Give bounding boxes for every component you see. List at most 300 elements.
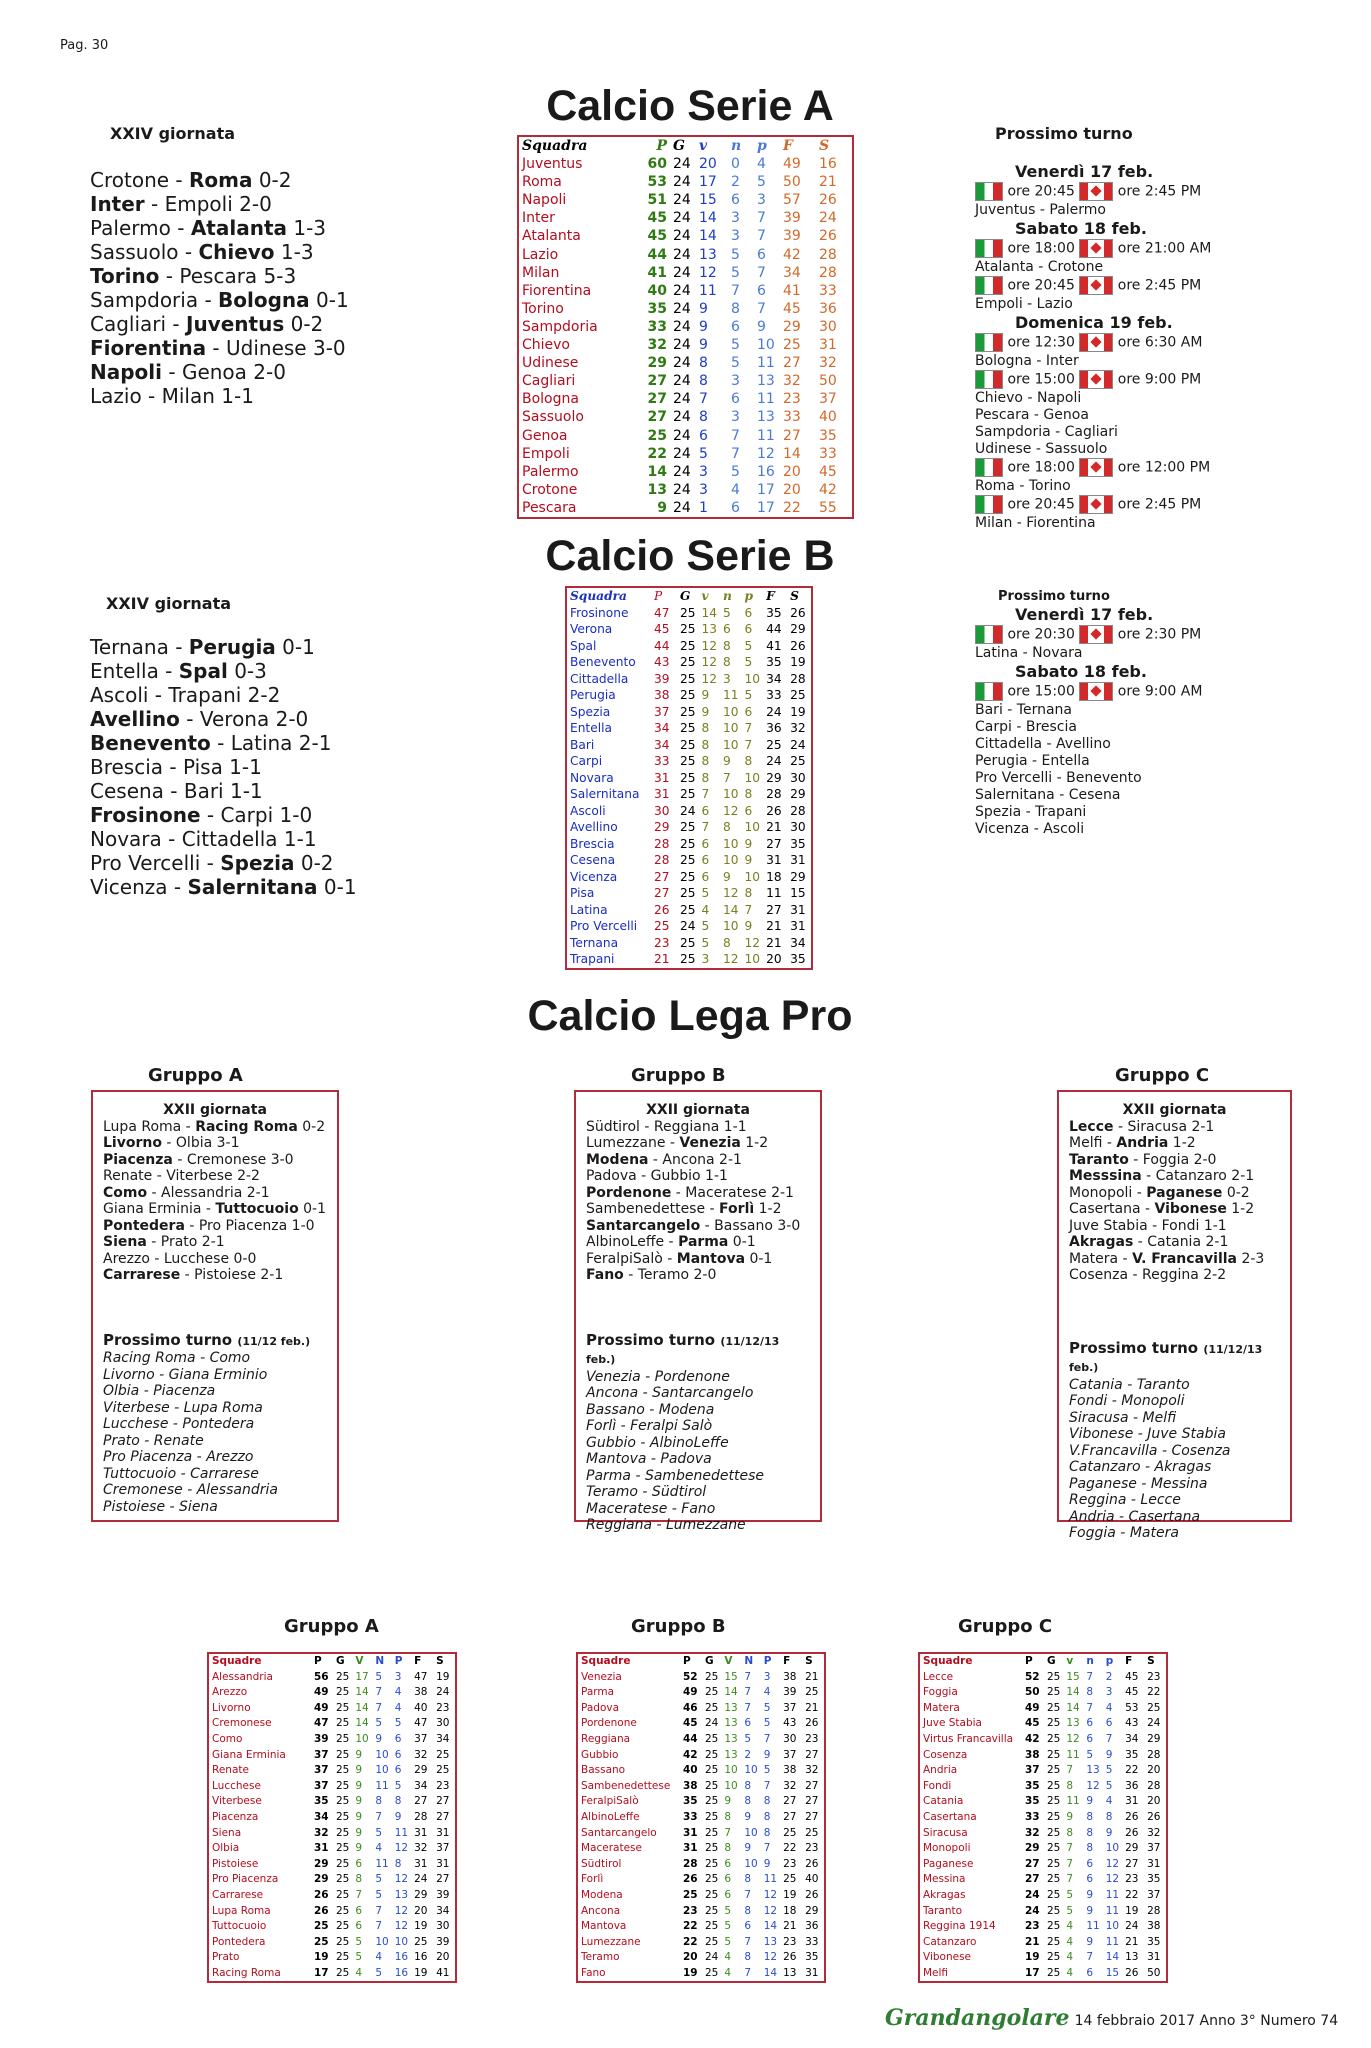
stat-cell: 41 [436,1966,450,1979]
stat-cell: 31 [819,337,837,354]
stat-cell: 7 [701,820,710,834]
winner-team: Paganese [1146,1184,1223,1201]
serie-b-results [90,635,357,899]
header-cell: Squadra [566,587,651,605]
stat-cell: 24 [1147,1717,1161,1730]
team-name: Modena [577,1888,680,1904]
stat-cell: 29 [790,787,806,801]
table-row [566,836,812,853]
winner-team: Roma [188,168,253,192]
table-row [577,1826,825,1842]
stat-cell: 25 [414,1935,428,1948]
stat-cell: 33 [1025,1810,1040,1823]
match-result [586,1251,810,1268]
stat-cell: 5 [699,445,708,462]
table-row [919,1919,1167,1935]
stat-cell: 24 [705,1717,719,1730]
table-row [566,687,812,704]
stat-cell: 37 [314,1764,329,1777]
match-result [90,384,349,408]
scheduled-match: Sampdoria - Cagliari [975,424,1118,440]
stat-cell: 8 [699,409,708,426]
stat-cell: 25 [680,737,696,752]
spacer [586,1284,810,1332]
team-name: Entella [566,720,651,737]
stat-cell: 8 [1066,1779,1074,1792]
stat-cell: 10 [744,1826,758,1839]
table-row [566,803,812,820]
stat-cell: 12 [394,1904,409,1917]
scheduled-match: Pro Vercelli - Benevento [975,770,1142,786]
stat-cell: 25 [705,1810,719,1823]
stat-cell: 21 [654,952,670,966]
stat-cell: 23 [654,935,670,950]
stat-cell: 35 [766,605,782,620]
stat-cell: 40 [683,1764,698,1777]
next-round-label: Prossimo turno [586,1330,721,1349]
stat-cell: 4 [1066,1951,1074,1964]
result-text: 0-2 [252,168,292,192]
table-header-row [566,587,812,605]
stat-cell: 6 [394,1748,402,1761]
stat-cell: 7 [763,1732,771,1745]
stat-cell: 21 [819,174,837,191]
stat-cell: 50 [1025,1686,1040,1699]
stat-cell: 11 [1066,1748,1080,1761]
table-row [518,318,853,336]
team-name: Chievo [518,336,640,354]
stat-cell: 26 [1125,1810,1139,1823]
stat-cell: 25 [680,869,696,884]
scheduled-match: Bologna - Inter [975,353,1079,369]
result-text: 1-2 [740,1135,769,1151]
next-round-title [586,1332,810,1369]
scheduled-match: Cittadella - Avellino [975,736,1111,752]
result-text: - Catanzaro 2-1 [1141,1168,1255,1184]
table-row [208,1841,456,1857]
stat-cell: 42 [683,1748,698,1761]
stat-cell: 17 [314,1966,329,1979]
stat-cell: 26 [805,1717,819,1730]
stat-cell: 14 [783,445,801,462]
stat-cell: 25 [336,1935,350,1948]
stat-cell: 31 [1125,1795,1139,1808]
table-row [518,408,853,426]
italy-time: ore 20:45 [1003,496,1080,513]
stat-cell: 14 [1066,1686,1080,1699]
stat-cell: 29 [654,820,670,834]
table-row [566,638,812,655]
scheduled-match: Juventus - Palermo [975,202,1106,218]
team-name: Foggia [919,1685,1022,1701]
stat-cell: 57 [783,192,801,209]
stat-cell: 50 [783,174,801,191]
result-text: Lazio - Milan 1-1 [90,384,254,408]
canada-time: ore 2:45 PM [1113,183,1202,200]
stat-cell: 19 [1025,1951,1040,1964]
stat-cell: 29 [414,1888,428,1901]
stat-cell: 35 [819,427,837,444]
lega-pro-group-b-box [574,1090,822,1533]
italy-flag-icon [975,495,1003,514]
lega-pro-table-a [207,1652,457,1983]
stat-cell: 28 [414,1810,428,1823]
stat-cell: 39 [436,1888,450,1901]
stat-cell: 25 [705,1920,719,1933]
stat-cell: 34 [654,721,670,735]
stat-cell: 10 [757,337,775,354]
stat-cell: 49 [314,1701,329,1714]
stat-cell: 32 [314,1826,329,1839]
result-text: Juve Stabia - Fondi 1-1 [1069,1217,1227,1234]
stat-cell: 26 [819,228,837,245]
stat-cell: 29 [790,869,806,884]
stat-cell: 25 [705,1826,719,1839]
winner-team: Akragas [1069,1234,1134,1250]
result-text: Monopoli - [1069,1184,1147,1201]
stat-cell: 49 [314,1686,329,1699]
stat-cell: 6 [744,605,753,620]
stat-cell: 13 [647,481,667,498]
winner-team: Siena [103,1234,147,1250]
table-row [577,1794,825,1810]
stat-cell: 34 [766,671,782,686]
result-text: Matera - [1069,1250,1133,1267]
stat-cell: 25 [680,787,696,801]
team-name: Cagliari [518,372,640,390]
stat-cell: 40 [647,282,667,299]
schedule-time-line [975,682,1202,702]
match-result [103,1218,327,1235]
footer [885,2005,1338,2031]
match-result [90,803,357,827]
team-name: Vicenza [566,869,651,886]
stat-cell: 13 [1125,1951,1139,1964]
stat-cell: 9 [1105,1826,1113,1839]
match-result [90,288,349,312]
stat-cell: 24 [673,355,691,372]
team-name: Sassuolo [518,408,640,426]
stat-cell: 44 [683,1732,698,1745]
table-row [577,1950,825,1966]
team-name: Como [208,1732,311,1748]
schedule-time-line [975,276,1211,296]
match-result [103,1234,327,1251]
stat-cell: 38 [783,1670,797,1683]
lega-pro-group-b-title: Gruppo B [631,1065,726,1086]
stat-cell: 24 [673,300,691,317]
stat-cell: 25 [436,1748,450,1761]
schedule-time-line [975,625,1202,645]
result-text: - Udinese 3-0 [206,336,346,360]
stat-cell: 3 [723,671,731,686]
team-name: Lecce [919,1670,1022,1686]
header-cell: Squadre [577,1653,680,1670]
table-row [566,737,812,754]
stat-cell: 32 [414,1748,428,1761]
table-row [577,1919,825,1935]
stat-cell: 25 [1047,1966,1061,1979]
italy-flag-icon [975,276,1003,295]
winner-team: Chievo [198,240,275,264]
stat-cell: 42 [783,246,801,263]
stat-cell: 17 [757,499,775,516]
winner-team: Modena [586,1151,649,1168]
stat-cell: 29 [790,622,806,636]
header-cell: P [314,1655,322,1667]
stat-cell: 52 [1025,1670,1040,1683]
header-cell: S [805,1655,813,1667]
table-row [919,1950,1167,1966]
stat-cell: 9 [1105,1748,1113,1761]
table-row [577,1685,825,1701]
winner-team: V. Francavilla [1132,1250,1237,1267]
stat-cell: 24 [673,246,691,263]
scheduled-match: Venezia - Pordenone [586,1368,730,1385]
stat-cell: 13 [757,373,775,390]
result-text: AlbinoLeffe - [586,1234,679,1250]
stat-cell: 28 [1147,1779,1161,1792]
stat-cell: 6 [701,853,710,867]
stat-cell: 34 [790,935,806,950]
stat-cell: 10 [723,787,739,801]
stat-cell: 39 [314,1732,329,1745]
stat-cell: 5 [355,1951,363,1964]
stat-cell: 21 [1125,1935,1139,1948]
stat-cell: 11 [757,427,775,444]
stat-cell: 25 [680,704,696,719]
stat-cell: 25 [1047,1935,1061,1948]
stat-cell: 9 [355,1842,363,1855]
stat-cell: 26 [805,1888,819,1901]
stat-cell: 6 [723,622,731,636]
stat-cell: 7 [723,770,731,785]
stat-cell: 53 [1125,1701,1139,1714]
winner-team: Forlì [719,1201,755,1217]
stat-cell: 2 [744,1748,752,1761]
stat-cell: 6 [699,427,708,444]
stat-cell: 25 [705,1764,719,1777]
stat-cell: 29 [805,1904,819,1917]
stat-cell: 34 [436,1904,450,1917]
italy-time: ore 20:30 [1003,626,1080,643]
stat-cell: 38 [414,1686,428,1699]
stat-cell: 49 [683,1686,698,1699]
stat-cell: 8 [744,1779,752,1792]
team-name: Teramo [577,1950,680,1966]
stat-cell: 5 [1066,1888,1074,1901]
header-cell: v [699,138,708,154]
team-name: Arezzo [208,1685,311,1701]
stat-cell: 49 [783,156,801,173]
stat-cell: 26 [790,638,806,653]
stat-cell: 21 [766,919,782,933]
table-row [208,1701,456,1717]
stat-cell: 9 [394,1810,402,1823]
stat-cell: 7 [757,264,766,281]
team-name: Perugia [566,687,651,704]
stat-cell: 7 [1105,1732,1113,1745]
stat-cell: 25 [680,605,696,620]
stat-cell: 24 [673,391,691,408]
table-row [566,918,812,935]
stat-cell: 9 [1066,1810,1074,1823]
canada-flag-icon [1079,625,1113,644]
stat-cell: 26 [805,1857,819,1870]
match-result [1069,1152,1280,1169]
stat-cell: 30 [436,1717,450,1730]
result-text: Lupa Roma - [103,1118,196,1135]
stat-cell: 9 [701,704,710,719]
stat-cell: 11 [1086,1920,1100,1933]
match-result [1069,1251,1280,1268]
stat-cell: 21 [766,820,782,834]
stat-cell: 26 [819,192,837,209]
winner-team: Salernitana [187,875,318,899]
stat-cell: 28 [1147,1748,1161,1761]
stat-cell: 6 [731,318,740,335]
stat-cell: 37 [314,1748,329,1761]
stat-cell: 5 [763,1701,771,1714]
italy-flag-icon [975,625,1003,644]
stat-cell: 47 [654,605,670,620]
match-result [1069,1185,1280,1202]
page-number: Pag. 30 [60,38,109,53]
table-row [919,1701,1167,1717]
table-row [208,1685,456,1701]
stat-cell: 8 [731,300,740,317]
stat-cell: 25 [783,337,801,354]
header-cell: G [680,589,691,603]
stat-cell: 44 [647,246,667,263]
lega-pro-table-c-title: Gruppo C [958,1616,1053,1637]
scheduled-match: Udinese - Sassuolo [975,441,1108,457]
stat-cell: 10 [723,721,739,735]
stat-cell: 25 [705,1701,719,1714]
stat-cell: 5 [375,1826,383,1839]
stat-cell: 9 [1086,1795,1094,1808]
stat-cell: 9 [355,1795,363,1808]
table-row [919,1841,1167,1857]
stat-cell: 8 [723,638,731,653]
stat-cell: 36 [1125,1779,1139,1792]
stat-cell: 52 [683,1670,698,1683]
stat-cell: 3 [731,210,740,227]
table-row [518,481,853,499]
result-text: - Carpi 1-0 [200,803,313,827]
stat-cell: 25 [766,737,782,752]
stat-cell: 5 [701,886,710,900]
scheduled-match: V.Francavilla - Cosenza [1069,1442,1231,1459]
stat-cell: 19 [414,1920,428,1933]
stat-cell: 22 [683,1935,698,1948]
team-name: Catanzaro [919,1935,1022,1951]
table-row [518,463,853,481]
scheduled-match: Catanzaro - Akragas [1069,1459,1212,1475]
result-text: Brescia - Pisa 1-1 [90,755,262,779]
stat-cell: 25 [705,1779,719,1792]
stat-cell: 35 [1025,1795,1040,1808]
stat-cell: 14 [355,1686,369,1699]
stat-cell: 24 [673,282,691,299]
stat-cell: 31 [654,787,670,801]
stat-cell: 22 [1125,1764,1139,1777]
stat-cell: 7 [375,1920,383,1933]
team-name: Cittadella [566,671,651,688]
stat-cell: 5 [731,246,740,263]
stat-cell: 32 [790,721,806,735]
stat-cell: 35 [1147,1873,1161,1886]
canada-flag-icon [1079,370,1113,389]
next-round-title [1069,1340,1280,1377]
stat-cell: 45 [1125,1686,1139,1699]
stat-cell: 30 [790,770,806,785]
team-name: Torino [518,300,640,318]
result-text: 0-2 [284,312,324,336]
team-name: Empoli [518,445,640,463]
table-row [208,1763,456,1779]
stat-cell: 32 [1025,1826,1040,1839]
stat-cell: 8 [699,373,708,390]
stat-cell: 25 [790,754,806,768]
result-text: Giana Erminia - [103,1201,216,1217]
stat-cell: 8 [763,1795,771,1808]
winner-team: Atalanta [190,216,287,240]
result-text: - Catania 2-1 [1133,1234,1229,1250]
winner-team: Bologna [218,288,310,312]
match-result [586,1168,810,1185]
stat-cell: 27 [436,1873,450,1886]
scheduled-match: Atalanta - Crotone [975,259,1104,275]
stat-cell: 24 [673,318,691,335]
stat-cell: 25 [790,688,806,702]
result-text: - Genoa 2-0 [162,360,286,384]
stat-cell: 12 [723,803,739,818]
next-round-dates: (11/12 feb.) [237,1334,311,1348]
scheduled-match: Mantova - Padova [586,1451,712,1467]
stat-cell: 3 [394,1670,402,1683]
stat-cell: 31 [790,919,806,933]
stat-cell: 10 [724,1764,738,1777]
stat-cell: 7 [375,1701,383,1714]
stat-cell: 9 [355,1810,363,1823]
stat-cell: 9 [723,869,731,884]
stat-cell: 12 [723,886,739,900]
stat-cell: 25 [680,902,696,917]
stat-cell: 45 [1125,1670,1139,1683]
result-text: Renate - Viterbese 2-2 [103,1168,260,1184]
match-result [586,1152,810,1169]
match-result [586,1218,810,1235]
table-row [566,951,812,969]
stat-cell: 6 [394,1764,402,1777]
stat-cell: 22 [1125,1888,1139,1901]
stat-cell: 22 [783,499,801,516]
team-name: Prato [208,1950,311,1966]
match-result [103,1119,327,1136]
stat-cell: 30 [783,1732,797,1745]
schedule-day: Sabato 18 feb. [1015,219,1147,238]
table-row [208,1904,456,1920]
stat-cell: 7 [763,1842,771,1855]
result-text: 1-2 [754,1201,782,1217]
table-row [919,1732,1167,1748]
team-name: Milan [518,264,640,282]
stat-cell: 9 [763,1857,771,1870]
header-cell: F [766,589,775,603]
stat-cell: 8 [723,935,731,950]
stat-cell: 7 [375,1904,383,1917]
